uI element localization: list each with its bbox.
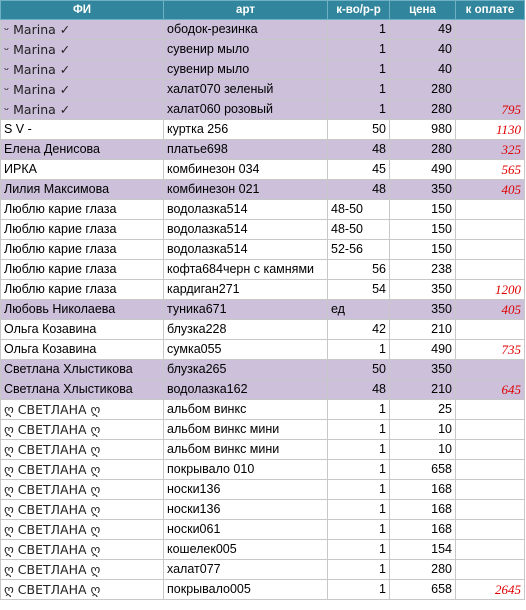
table-row [1, 360, 525, 380]
cell-name[interactable]: Ольга Козавина [1, 340, 164, 360]
cell-article[interactable]: носки136 [164, 480, 328, 500]
cell-name[interactable]: ღ СВЕТЛАНА ღ [1, 480, 164, 500]
table-row [1, 80, 525, 100]
cell-name[interactable]: Любовь Николаева [1, 300, 164, 320]
cell-price[interactable]: 40 [390, 40, 456, 60]
cell-article[interactable]: ободок-резинка [164, 20, 328, 40]
cell-quantity[interactable]: 48-50 [328, 200, 390, 220]
cell-name[interactable]: Люблю карие глаза [1, 280, 164, 300]
cell-article[interactable]: сувенир мыло [164, 60, 328, 80]
cell-name[interactable]: ღ СВЕТЛАНА ღ [1, 460, 164, 480]
cell-article[interactable]: куртка 256 [164, 120, 328, 140]
cell-to-pay[interactable] [456, 320, 525, 340]
table-row [1, 220, 525, 240]
header-name[interactable]: ФИ [1, 1, 164, 20]
cell-quantity[interactable]: 1 [328, 60, 390, 80]
cell-to-pay[interactable] [456, 440, 525, 460]
cell-to-pay[interactable] [456, 520, 525, 540]
cell-article[interactable]: кофта684черн с камнями [164, 260, 328, 280]
cell-price[interactable]: 150 [390, 200, 456, 220]
cell-name[interactable]: ᵕ Marina ✓ [1, 60, 164, 80]
cell-article[interactable]: покрывало 010 [164, 460, 328, 480]
table-row [1, 180, 525, 200]
cell-price[interactable]: 658 [390, 460, 456, 480]
cell-article[interactable]: альбом винкс [164, 400, 328, 420]
cell-name[interactable]: Люблю карие глаза [1, 200, 164, 220]
cell-quantity[interactable]: 1 [328, 480, 390, 500]
cell-name[interactable]: ღ СВЕТЛАНА ღ [1, 420, 164, 440]
header-row [1, 1, 525, 20]
cell-to-pay[interactable] [456, 460, 525, 480]
cell-quantity[interactable]: 48 [328, 380, 390, 400]
cell-price[interactable]: 350 [390, 360, 456, 380]
table-row [1, 520, 525, 540]
cell-quantity[interactable]: 1 [328, 580, 390, 600]
cell-name[interactable]: ღ СВЕТЛАНА ღ [1, 580, 164, 600]
cell-article[interactable]: водолазка514 [164, 200, 328, 220]
table-row [1, 60, 525, 80]
cell-quantity[interactable]: 48 [328, 140, 390, 160]
cell-to-pay[interactable]: 795 [456, 100, 525, 120]
table-row [1, 20, 525, 40]
cell-article[interactable]: комбинезон 034 [164, 160, 328, 180]
cell-quantity[interactable]: 1 [328, 500, 390, 520]
cell-name[interactable]: ღ СВЕТЛАНА ღ [1, 520, 164, 540]
cell-price[interactable]: 150 [390, 220, 456, 240]
cell-to-pay[interactable] [456, 200, 525, 220]
cell-name[interactable]: Светлана Хлыстикова [1, 360, 164, 380]
cell-name[interactable]: ღ СВЕТЛАНА ღ [1, 400, 164, 420]
cell-name[interactable]: Ольга Козавина [1, 320, 164, 340]
cell-to-pay[interactable] [456, 80, 525, 100]
cell-price[interactable]: 210 [390, 380, 456, 400]
cell-quantity[interactable]: 52-56 [328, 240, 390, 260]
cell-name[interactable]: ᵕ Marina ✓ [1, 100, 164, 120]
cell-price[interactable]: 980 [390, 120, 456, 140]
cell-name[interactable]: Лилия Максимова [1, 180, 164, 200]
table-row [1, 280, 525, 300]
cell-price[interactable]: 490 [390, 160, 456, 180]
cell-name[interactable]: S V - [1, 120, 164, 140]
table-row [1, 120, 525, 140]
cell-article[interactable]: кардиган271 [164, 280, 328, 300]
cell-to-pay[interactable] [456, 420, 525, 440]
header-price[interactable]: цена [390, 1, 456, 20]
cell-quantity[interactable]: 1 [328, 440, 390, 460]
cell-quantity[interactable]: 1 [328, 400, 390, 420]
cell-article[interactable]: покрывало005 [164, 580, 328, 600]
cell-to-pay[interactable]: 325 [456, 140, 525, 160]
cell-to-pay[interactable]: 405 [456, 300, 525, 320]
cell-quantity[interactable]: 1 [328, 560, 390, 580]
cell-name[interactable]: ღ СВЕТЛАНА ღ [1, 540, 164, 560]
cell-price[interactable]: 280 [390, 560, 456, 580]
table-row [1, 340, 525, 360]
table-row [1, 540, 525, 560]
cell-to-pay[interactable]: 1200 [456, 280, 525, 300]
cell-name[interactable]: ᵕ Marina ✓ [1, 80, 164, 100]
cell-article[interactable]: комбинезон 021 [164, 180, 328, 200]
cell-quantity[interactable]: 50 [328, 120, 390, 140]
table-row [1, 200, 525, 220]
cell-price[interactable]: 238 [390, 260, 456, 280]
cell-quantity[interactable]: 1 [328, 100, 390, 120]
cell-price[interactable]: 49 [390, 20, 456, 40]
cell-price[interactable]: 658 [390, 580, 456, 600]
cell-to-pay[interactable] [456, 260, 525, 280]
cell-name[interactable]: Люблю карие глаза [1, 220, 164, 240]
cell-quantity[interactable]: 50 [328, 360, 390, 380]
cell-quantity[interactable]: 54 [328, 280, 390, 300]
cell-article[interactable]: платье698 [164, 140, 328, 160]
header-to-pay[interactable]: к оплате [456, 1, 525, 20]
cell-name[interactable]: Люблю карие глаза [1, 260, 164, 280]
cell-price[interactable]: 154 [390, 540, 456, 560]
cell-to-pay[interactable]: 2645 [456, 580, 525, 600]
cell-article[interactable]: халат070 зеленый [164, 80, 328, 100]
cell-article[interactable]: блузка228 [164, 320, 328, 340]
cell-price[interactable]: 350 [390, 280, 456, 300]
table-row [1, 500, 525, 520]
cell-price[interactable]: 280 [390, 140, 456, 160]
cell-article[interactable]: альбом винкс мини [164, 440, 328, 460]
cell-name[interactable]: ᵕ Marina ✓ [1, 20, 164, 40]
cell-quantity[interactable]: 1 [328, 20, 390, 40]
cell-article[interactable]: альбом винкс мини [164, 420, 328, 440]
cell-quantity[interactable]: 1 [328, 340, 390, 360]
table-row [1, 140, 525, 160]
cell-price[interactable]: 350 [390, 300, 456, 320]
cell-quantity[interactable]: 1 [328, 80, 390, 100]
cell-to-pay[interactable] [456, 20, 525, 40]
table-row [1, 580, 525, 600]
table-row [1, 40, 525, 60]
cell-price[interactable]: 280 [390, 100, 456, 120]
cell-article[interactable]: носки061 [164, 520, 328, 540]
table-row [1, 440, 525, 460]
header-quantity-size[interactable]: к-во/р-р [328, 1, 390, 20]
cell-to-pay[interactable]: 405 [456, 180, 525, 200]
cell-price[interactable]: 280 [390, 80, 456, 100]
cell-article[interactable]: водолазка514 [164, 240, 328, 260]
cell-to-pay[interactable]: 735 [456, 340, 525, 360]
cell-to-pay[interactable] [456, 220, 525, 240]
cell-name[interactable]: ღ СВЕТЛАНА ღ [1, 440, 164, 460]
cell-to-pay[interactable] [456, 480, 525, 500]
table-body [1, 20, 525, 600]
cell-quantity[interactable]: ед [328, 300, 390, 320]
cell-quantity[interactable]: 1 [328, 40, 390, 60]
cell-article[interactable]: халат077 [164, 560, 328, 580]
cell-name[interactable]: ИРКА [1, 160, 164, 180]
cell-name[interactable]: Елена Денисова [1, 140, 164, 160]
cell-name[interactable]: Люблю карие глаза [1, 240, 164, 260]
cell-to-pay[interactable] [456, 360, 525, 380]
cell-to-pay[interactable]: 565 [456, 160, 525, 180]
header-article[interactable]: арт [164, 1, 328, 20]
cell-quantity[interactable]: 1 [328, 460, 390, 480]
cell-name[interactable]: ᵕ Marina ✓ [1, 40, 164, 60]
cell-name[interactable]: Светлана Хлыстикова [1, 380, 164, 400]
cell-quantity[interactable]: 48 [328, 180, 390, 200]
cell-article[interactable]: туника671 [164, 300, 328, 320]
cell-article[interactable]: носки136 [164, 500, 328, 520]
cell-price[interactable]: 210 [390, 320, 456, 340]
table-row [1, 380, 525, 400]
cell-to-pay[interactable]: 1130 [456, 120, 525, 140]
cell-quantity[interactable]: 1 [328, 540, 390, 560]
cell-article[interactable]: блузка265 [164, 360, 328, 380]
cell-quantity[interactable]: 48-50 [328, 220, 390, 240]
cell-to-pay[interactable]: 645 [456, 380, 525, 400]
cell-quantity[interactable]: 42 [328, 320, 390, 340]
cell-quantity[interactable]: 45 [328, 160, 390, 180]
cell-article[interactable]: водолазка162 [164, 380, 328, 400]
table-row [1, 100, 525, 120]
cell-article[interactable]: кошелек005 [164, 540, 328, 560]
cell-name[interactable]: ღ СВЕТЛАНА ღ [1, 560, 164, 580]
cell-price[interactable]: 40 [390, 60, 456, 80]
cell-price[interactable]: 168 [390, 520, 456, 540]
cell-price[interactable]: 350 [390, 180, 456, 200]
cell-price[interactable]: 10 [390, 420, 456, 440]
cell-article[interactable]: сумка055 [164, 340, 328, 360]
table-row [1, 480, 525, 500]
cell-to-pay[interactable] [456, 60, 525, 80]
cell-price[interactable]: 490 [390, 340, 456, 360]
table-row [1, 400, 525, 420]
table-row [1, 260, 525, 280]
cell-to-pay[interactable] [456, 40, 525, 60]
cell-to-pay[interactable] [456, 240, 525, 260]
cell-article[interactable]: халат060 розовый [164, 100, 328, 120]
cell-price[interactable]: 168 [390, 480, 456, 500]
table-row [1, 240, 525, 260]
table-row [1, 320, 525, 340]
cell-price[interactable]: 168 [390, 500, 456, 520]
cell-quantity[interactable]: 1 [328, 420, 390, 440]
cell-article[interactable]: сувенир мыло [164, 40, 328, 60]
table-row [1, 560, 525, 580]
cell-to-pay[interactable] [456, 540, 525, 560]
cell-price[interactable]: 10 [390, 440, 456, 460]
table-row [1, 160, 525, 180]
cell-to-pay[interactable] [456, 400, 525, 420]
table-row [1, 300, 525, 320]
cell-article[interactable]: водолазка514 [164, 220, 328, 240]
cell-to-pay[interactable] [456, 560, 525, 580]
cell-name[interactable]: ღ СВЕТЛАНА ღ [1, 500, 164, 520]
cell-price[interactable]: 25 [390, 400, 456, 420]
cell-to-pay[interactable] [456, 500, 525, 520]
table-row [1, 420, 525, 440]
cell-quantity[interactable]: 56 [328, 260, 390, 280]
table-row [1, 460, 525, 480]
cell-price[interactable]: 150 [390, 240, 456, 260]
cell-quantity[interactable]: 1 [328, 520, 390, 540]
